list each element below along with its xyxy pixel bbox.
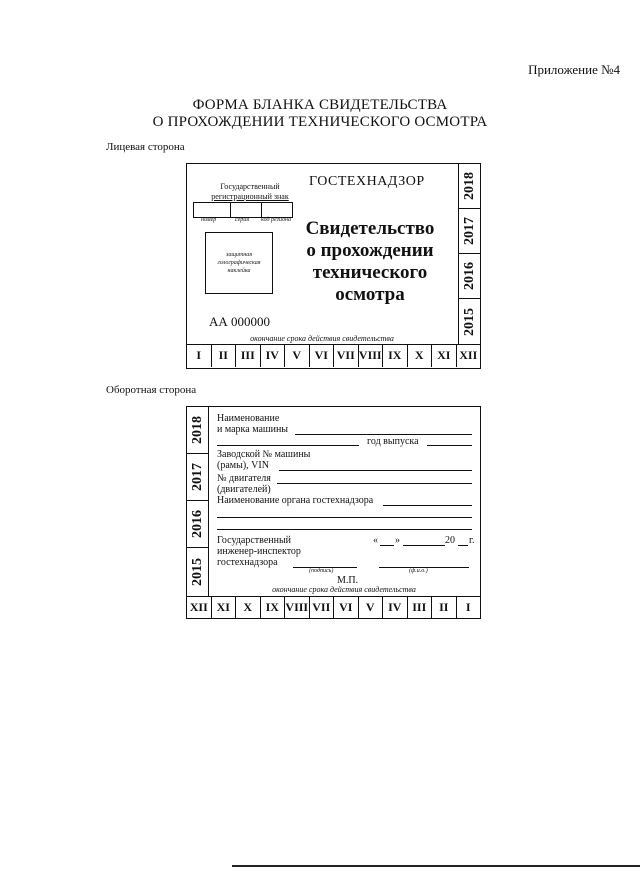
date-year-line: [458, 545, 468, 546]
factory-number-line: [279, 470, 472, 471]
front-side-label: Лицевая сторона: [106, 141, 185, 153]
certificate-heading: Свидетельство о прохождении технического осмотра: [305, 218, 435, 305]
month-cell: VII: [310, 597, 335, 619]
month-cell: VII: [334, 345, 359, 367]
month-cell: V: [285, 345, 310, 367]
year-cell: 2018: [187, 407, 208, 454]
inspector-label: Государственный инженер-инспектор гостехнадзора: [217, 535, 301, 568]
reg-caption-region: код региона: [261, 217, 292, 223]
date-day-line: [380, 545, 394, 546]
certificate-front: [186, 163, 481, 369]
month-cell: XI: [432, 345, 457, 367]
month-cell: XII: [187, 597, 212, 619]
month-cell: VI: [334, 597, 359, 619]
month-cell: II: [212, 345, 237, 367]
engine-number-label: № двигателя (двигателей): [217, 473, 271, 495]
form-title-line1: ФОРМА БЛАНКА СВИДЕТЕЛЬСТВА: [192, 97, 448, 113]
back-years-column: [187, 407, 209, 596]
stamp-place: М.П.: [337, 575, 359, 586]
month-cell: VIII: [285, 597, 310, 619]
reg-caption-number: номер: [201, 217, 217, 223]
year-cell: 2016: [459, 254, 480, 299]
form-title-line2: О ПРОХОЖДЕНИИ ТЕХНИЧЕСКОГО ОСМОТРА: [152, 114, 488, 130]
page-bottom-rule: [232, 865, 640, 867]
year-cell: 2018: [459, 164, 480, 209]
month-cell: II: [432, 597, 457, 619]
organ-name-line: [383, 505, 472, 506]
month-cell: IX: [383, 345, 408, 367]
appendix-number: Приложение №4: [528, 62, 620, 77]
hologram-sticker-area: защитная голографическая наклейка: [205, 232, 273, 294]
month-cell: VI: [310, 345, 335, 367]
signature-caption: (подпись): [309, 568, 334, 574]
machine-name-line: [295, 434, 472, 435]
front-months-row: [187, 344, 480, 367]
front-years-column: [458, 164, 480, 344]
organ-name-label: Наименование органа гостехнадзора: [217, 495, 374, 506]
back-months-row: [187, 596, 480, 619]
year-cell: 2017: [187, 454, 208, 501]
reg-sign-label: Государственный регистрационный знак: [211, 182, 289, 201]
month-cell: IX: [261, 597, 286, 619]
year-cell: 2017: [459, 209, 480, 254]
month-cell: V: [359, 597, 384, 619]
year-cell: 2015: [189, 558, 205, 586]
month-cell: III: [236, 345, 261, 367]
serial-number: АА 000000: [209, 314, 271, 329]
date-year-suffix: г.: [469, 535, 475, 546]
month-cell: X: [408, 345, 433, 367]
certificate-back: [186, 406, 481, 619]
machine-name-line-2: [217, 445, 359, 446]
year-cell: 2016: [187, 501, 208, 548]
month-cell: I: [465, 600, 471, 614]
engine-number-line: [277, 483, 472, 484]
month-cell: IV: [261, 345, 286, 367]
month-cell: XI: [212, 597, 237, 619]
validity-note: окончание срока действия свидетельства: [272, 585, 416, 594]
date-quote-open: «: [373, 535, 378, 546]
month-cell: X: [236, 597, 261, 619]
month-cell: I: [187, 345, 212, 367]
organ-name-line-2: [217, 517, 472, 518]
machine-name-label: Наименование и марка машины: [217, 413, 289, 435]
back-side-label: Оборотная сторона: [106, 384, 197, 396]
month-cell: III: [408, 597, 433, 619]
reg-caption-series: серия: [235, 217, 250, 223]
agency-name: ГОСТЕХНАДЗОР: [309, 174, 425, 189]
year-cell: 2015: [461, 307, 477, 336]
factory-number-label: Заводской № машины (рамы), VIN: [217, 449, 311, 471]
month-cell: VIII: [359, 345, 384, 367]
month-cell: IV: [383, 597, 408, 619]
date-quote-close: »: [395, 535, 400, 546]
year-of-issue-label: год выпуска: [367, 436, 419, 447]
year-of-issue-line: [427, 445, 472, 446]
reg-sign-boxes: [193, 202, 293, 218]
date-year-prefix: 20: [445, 535, 455, 546]
date-month-line: [403, 545, 445, 546]
organ-name-line-3: [217, 529, 472, 530]
validity-note: окончание срока действия свидетельства: [250, 334, 394, 343]
month-cell: XII: [459, 348, 478, 362]
fio-caption: (ф.и.о.): [409, 568, 428, 574]
